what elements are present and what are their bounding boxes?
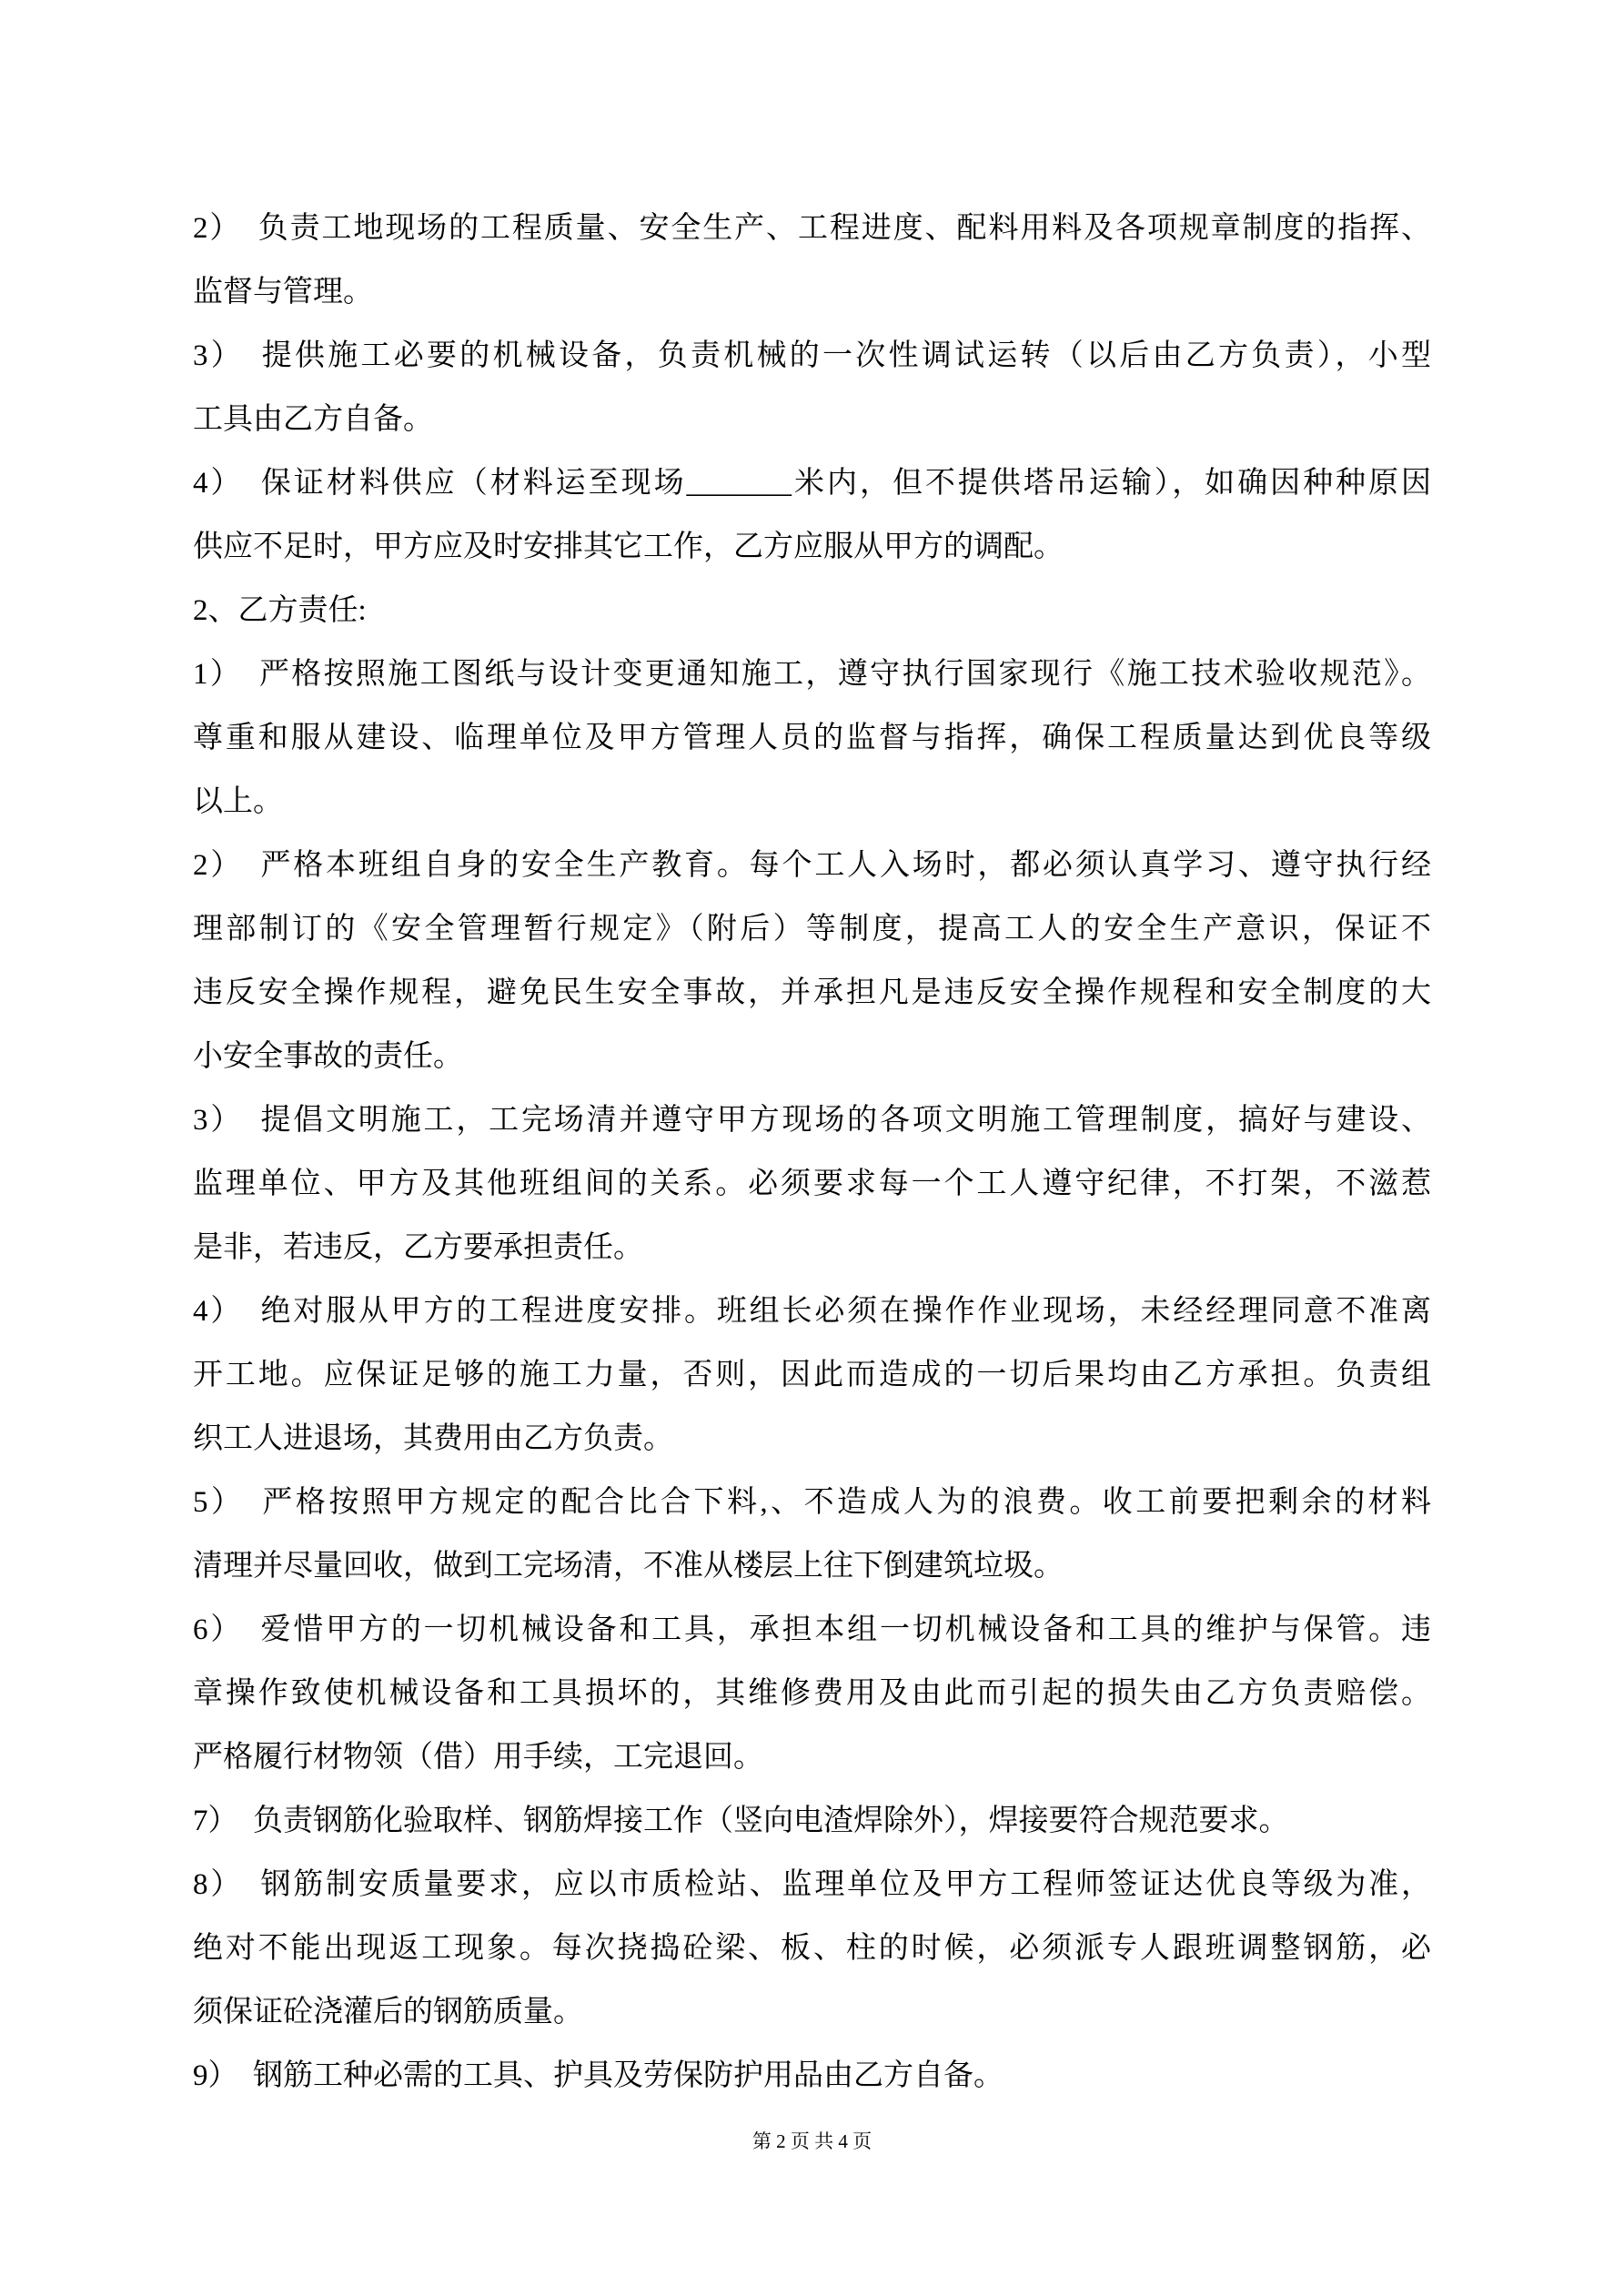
text-line: 绝对不能出现返工现象。每次挠捣砼梁、板、柱的时候，必须派专人跟班调整钢筋，必 [193,1932,1431,1965]
text-line: 2） 严格本班组自身的安全生产教育。每个工人入场时，都必须认真学习、遵守执行经 [193,849,1431,882]
text-line: 6） 爱惜甲方的一切机械设备和工具，承担本组一切机械设备和工具的维护与保管。违 [193,1613,1431,1646]
text-line: 尊重和服从建设、临理单位及甲方管理人员的监督与指挥，确保工程质量达到优良等级 [193,722,1431,754]
text-line: 3） 提供施工必要的机械设备，负责机械的一次性调试运转（以后由乙方负责），小型 [193,339,1431,372]
text-line: 2） 负责工地现场的工程质量、安全生产、工程进度、配料用料及各项规章制度的指挥、 [193,212,1431,245]
text-line: 须保证砼浇灌后的钢筋质量。 [193,1996,583,2028]
text-line: 2、乙方责任: [193,594,367,627]
text-line: 是非，若违反，乙方要承担责任。 [193,1231,643,1264]
text-line: 织工人进退场，其费用由乙方负责。 [193,1422,673,1455]
text-line: 理部制订的《安全管理暂行规定》（附后）等制度，提高工人的安全生产意识，保证不 [193,913,1431,946]
text-line: 监理单位、甲方及其他班组间的关系。必须要求每一个工人遵守纪律，不打架，不滋惹 [193,1168,1431,1200]
text-line: 清理并尽量回收，做到工完场清，不准从楼层上往下倒建筑垃圾。 [193,1550,1064,1583]
document-body [193,197,1431,2108]
text-line: 8） 钢筋制安质量要求，应以市质检站、监理单位及甲方工程师签证达优良等级为准， [193,1868,1431,1901]
text-line: 违反安全操作规程，避免民生安全事故，并承担凡是违反安全操作规程和安全制度的大 [193,976,1431,1009]
text-line: 监督与管理。 [193,276,373,308]
text-line: 7） 负责钢筋化验取样、钢筋焊接工作（竖向电渣焊除外），焊接要符合规范要求。 [193,1805,1289,1837]
text-line: 供应不足时，甲方应及时安排其它工作，乙方应服从甲方的调配。 [193,531,1064,563]
text-line: 1） 严格按照施工图纸与设计变更通知施工，遵守执行国家现行《施工技术验收规范》。 [193,658,1431,691]
text-line: 开工地。应保证足够的施工力量，否则，因此而造成的一切后果均由乙方承担。负责组 [193,1359,1431,1391]
text-line: 章操作致使机械设备和工具损坏的，其维修费用及由此而引起的损失由乙方负责赔偿。 [193,1677,1431,1710]
page-footer: 第 2 页 共 4 页 [751,2130,873,2152]
text-line: 3） 提倡文明施工，工完场清并遵守甲方现场的各项文明施工管理制度，搞好与建设、 [193,1104,1431,1137]
text-line: 4） 保证材料供应（材料运至现场_______米内，但不提供塔吊运输），如确因种种原因 [193,467,1431,500]
text-line: 9） 钢筋工种必需的工具、护具及劳保防护用品由乙方自备。 [193,2059,1004,2092]
text-line: 以上。 [193,785,283,818]
text-line: 工具由乙方自备。 [193,403,433,436]
text-line: 小安全事故的责任。 [193,1040,463,1073]
text-line: 5） 严格按照甲方规定的配合比合下料,、不造成人为的浪费。收工前要把剩余的材料 [193,1486,1431,1519]
text-line: 4） 绝对服从甲方的工程进度安排。班组长必须在操作作业现场，未经经理同意不准离 [193,1295,1431,1328]
text-line: 严格履行材物领（借）用手续，工完退回。 [193,1741,763,1774]
